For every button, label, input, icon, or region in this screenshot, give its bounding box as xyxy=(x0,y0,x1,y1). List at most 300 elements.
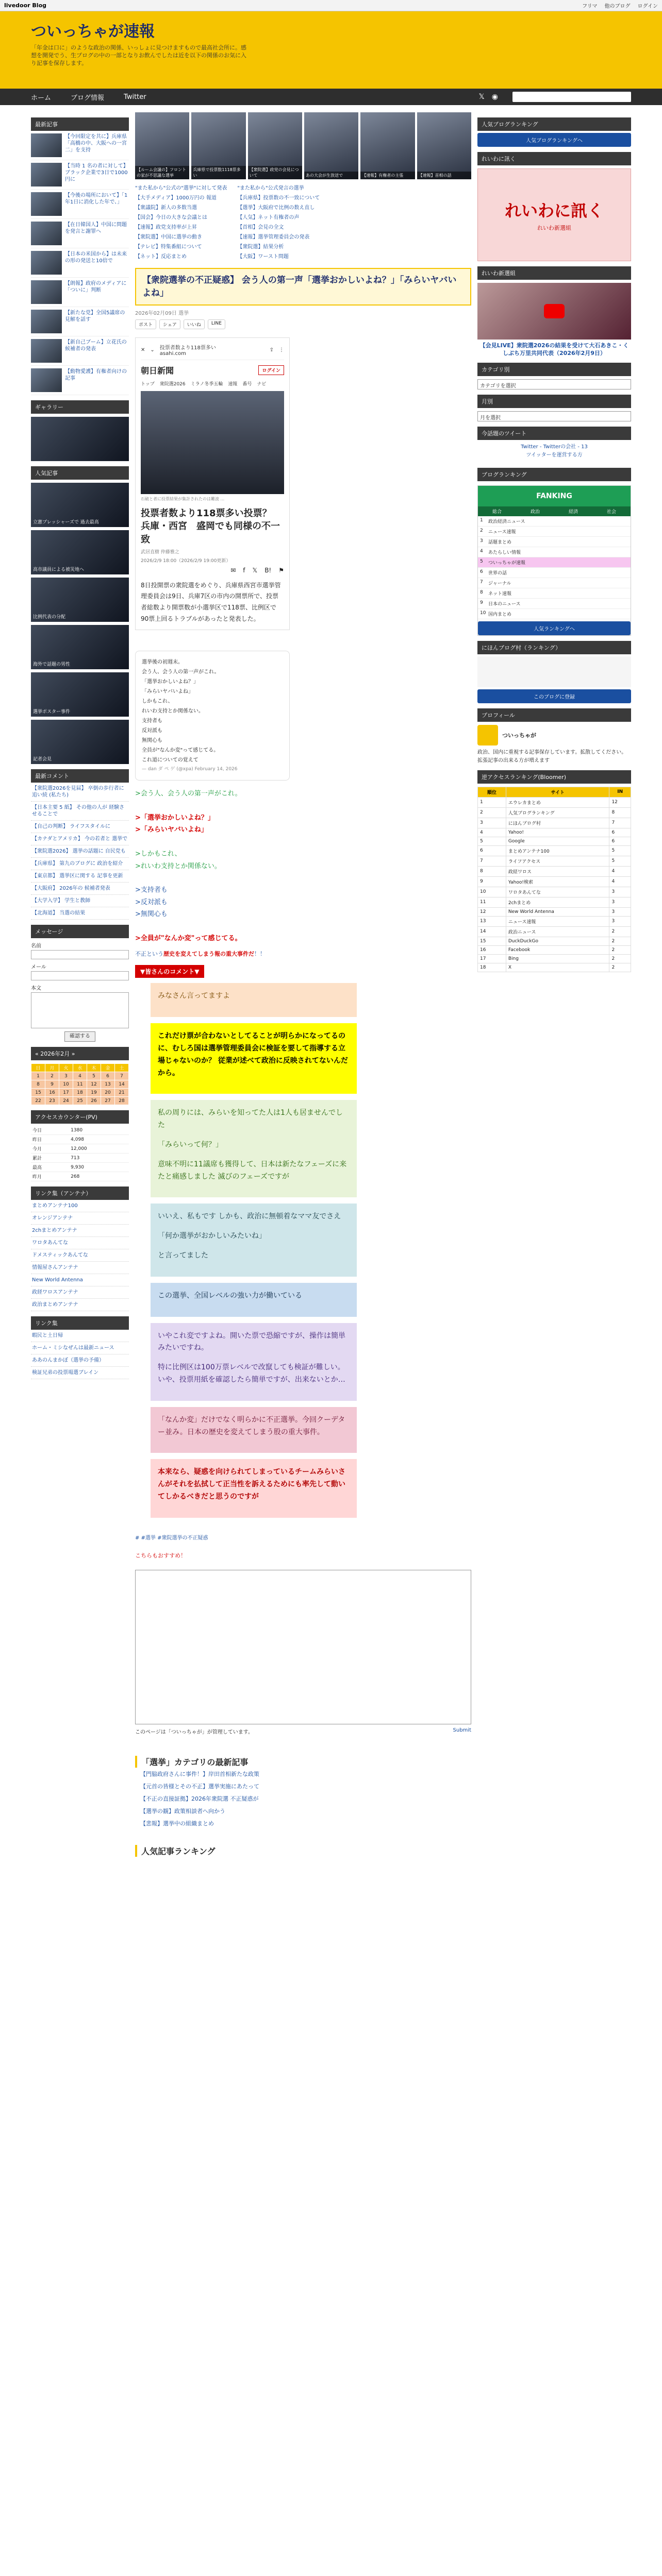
nav-icons xyxy=(479,92,632,102)
thumb-image xyxy=(31,280,62,304)
cal-cell[interactable]: 7 xyxy=(115,1072,129,1080)
cal-cell: 水 xyxy=(73,1064,87,1072)
news-link[interactable]: "また私から"公式の"選挙"に対して発表 xyxy=(135,185,227,191)
cal-cell[interactable]: 16 xyxy=(45,1089,59,1097)
tweet-footer[interactable]: — dan ダ ペ ゲ (@xpa) February 14, 2026 xyxy=(142,767,238,772)
reiwa-banner[interactable] xyxy=(477,168,631,261)
access-in: 4 xyxy=(609,866,631,876)
cal-cell[interactable]: 15 xyxy=(31,1089,45,1097)
fanking-rank: 4 xyxy=(480,548,483,554)
fanking-rank: 2 xyxy=(480,528,483,533)
table-row[interactable] xyxy=(478,807,631,818)
access-site[interactable]: 2chまとめ xyxy=(506,897,609,907)
comment-link[interactable]: 【衆院選2026を見届】 卒倒の歩行者に追い続 (私たち) xyxy=(31,783,129,802)
news-photo-caption[interactable]: 【速報】首相の話 xyxy=(417,172,471,179)
cal-cell: 火 xyxy=(59,1064,73,1072)
fanking-rank: 5 xyxy=(480,558,483,564)
x-icon[interactable]: 𝕏 xyxy=(478,93,485,101)
access-site[interactable]: まとめアンテナ100 xyxy=(506,845,609,856)
cal-cell[interactable]: 18 xyxy=(73,1089,87,1097)
top-bar xyxy=(0,0,662,11)
category-select-head: カテゴリ別 xyxy=(477,363,631,376)
fanking-tab[interactable]: 経済 xyxy=(568,509,578,515)
access-rank: 3 xyxy=(478,818,506,828)
fanking-row[interactable] xyxy=(478,527,631,537)
access-site[interactable]: Facebook xyxy=(506,945,609,954)
newspaper-header xyxy=(141,364,284,376)
share-like-button[interactable]: いいね xyxy=(184,319,205,329)
cal-cell[interactable]: 10 xyxy=(59,1080,73,1089)
pv-label: 今月 xyxy=(31,1144,69,1154)
news-link[interactable]: 【大手メディア】1000万円の 報道 xyxy=(135,195,217,201)
antenna-link[interactable]: ドメスティックあんてな xyxy=(31,1249,129,1262)
archive-select[interactable]: 月を選択 xyxy=(477,411,631,421)
fanking-logo[interactable]: FANKING xyxy=(478,486,631,506)
antenna-links xyxy=(31,1200,129,1311)
paper-tab: トップ xyxy=(141,382,155,387)
thumb-image xyxy=(31,310,62,333)
pv-label: 昨日 xyxy=(31,1135,69,1144)
fanking-row[interactable] xyxy=(478,578,631,588)
list-item-title[interactable]: 【動物愛護】有権者向けの記事 xyxy=(65,369,127,381)
paper-tab: ナビ xyxy=(257,382,267,387)
news-photo-counting xyxy=(141,391,284,494)
tweet-line: 無関心も xyxy=(142,738,162,744)
category-item[interactable]: 【門脇政府さんに事件！】岸田首相新たな政策 xyxy=(140,1770,259,1777)
list-item[interactable] xyxy=(31,248,129,278)
tab-title: 投票者数より118票多い xyxy=(159,345,216,351)
nav-blog-info[interactable]: ブログ情報 xyxy=(71,94,105,102)
list-item-title[interactable]: 【今後の場所において】「1年1日に消化した年で、」 xyxy=(65,193,128,205)
note-post: ！！ xyxy=(254,951,266,958)
fanking-title[interactable]: ニュース速報 xyxy=(488,529,516,535)
news-link[interactable]: 【大阪】ワースト問題 xyxy=(237,254,289,260)
site-title[interactable]: ついっちゃが速報 xyxy=(31,23,155,40)
fanking-row[interactable] xyxy=(478,588,631,599)
fanking-title[interactable]: ジャーナル xyxy=(488,581,511,586)
cal-cell[interactable]: 24 xyxy=(59,1097,73,1105)
tweet-line: 支持者も xyxy=(142,718,162,724)
fanking-title[interactable]: ついっちゃが速報 xyxy=(488,560,526,566)
recent-list xyxy=(31,131,129,395)
list-item[interactable] xyxy=(31,307,129,336)
news-link[interactable]: 【衆院選】中国に選挙の動き xyxy=(135,234,202,240)
cal-cell[interactable]: 12 xyxy=(87,1080,101,1089)
access-ranking-head: 逆アクセスランキング(Bloomer) xyxy=(477,770,631,784)
tweet-line: 全員が"なんか変"って感じてる。 xyxy=(142,748,219,754)
list-item[interactable] xyxy=(31,160,129,190)
gallery-image[interactable] xyxy=(31,417,129,461)
news-photo[interactable] xyxy=(304,112,358,179)
quote-line: >「みらいヤバいよね」 xyxy=(135,826,208,834)
recommend-label: こちらもおすすめ！ xyxy=(135,1552,187,1559)
nav-home[interactable]: ホーム xyxy=(31,94,52,102)
comment-line: と言ってました xyxy=(158,1251,208,1260)
fanking-row[interactable] xyxy=(478,599,631,609)
fanking-row[interactable] xyxy=(478,557,631,568)
access-rank: 16 xyxy=(478,945,506,954)
mail-icon: ✉ xyxy=(230,566,236,574)
cal-cell[interactable]: 2 xyxy=(45,1072,59,1080)
table-row[interactable] xyxy=(478,897,631,907)
cal-cell[interactable]: 6 xyxy=(101,1072,115,1080)
quote-line: >「選挙おかしいよね？」 xyxy=(135,814,214,822)
thumb-image xyxy=(31,339,62,363)
fanking-row[interactable] xyxy=(478,516,631,527)
fanking-tab[interactable]: 政治 xyxy=(530,509,540,515)
comment-textarea[interactable] xyxy=(135,1570,471,1724)
fanking-button[interactable]: 人気ランキングへ xyxy=(478,621,631,635)
access-site[interactable]: Google xyxy=(506,837,609,845)
popular-image[interactable] xyxy=(31,625,129,669)
cal-cell[interactable]: 4 xyxy=(73,1072,87,1080)
recent-head: 最新記事 xyxy=(31,117,129,131)
news-link[interactable]: 【速報】政党支持率が上昇 xyxy=(135,225,197,230)
cal-cell[interactable]: 25 xyxy=(73,1097,87,1105)
access-ranking-table xyxy=(477,787,631,972)
access-rank: 1 xyxy=(478,797,506,807)
cal-cell[interactable]: 11 xyxy=(73,1080,87,1089)
fanking-head: ブログランキング xyxy=(477,468,631,481)
tab-url: asahi.com xyxy=(159,351,186,357)
cal-cell[interactable]: 14 xyxy=(115,1080,129,1089)
popular-caption[interactable]: 選挙ポスター事件 xyxy=(33,709,71,715)
table-row[interactable] xyxy=(478,945,631,954)
fanking-rank: 8 xyxy=(480,589,483,595)
table-row[interactable] xyxy=(478,887,631,897)
reiwa-banner-sub: れいわ新選組 xyxy=(537,225,571,231)
table-row[interactable] xyxy=(478,954,631,963)
fanking-title[interactable]: ネット速報 xyxy=(488,591,512,597)
access-site[interactable]: ワロタあんてな xyxy=(506,887,609,897)
news-photo[interactable] xyxy=(360,112,415,179)
other-link[interactable]: 暇民と土日帰 xyxy=(31,1330,129,1342)
popular-caption[interactable]: 立憲プレッシャーズで 過去最高 xyxy=(33,520,99,525)
news-photo-grid xyxy=(135,112,471,179)
access-in: 3 xyxy=(609,907,631,916)
cal-cell: 月 xyxy=(45,1064,59,1072)
chevron-down-icon: ⌄ xyxy=(150,347,155,353)
access-site[interactable]: にほんブログ村 xyxy=(506,818,609,828)
cal-cell[interactable]: 17 xyxy=(59,1089,73,1097)
submit-button[interactable]: Submit xyxy=(453,1727,471,1733)
access-site[interactable]: ライフアクセス xyxy=(506,856,609,866)
table-row[interactable] xyxy=(478,907,631,916)
blog-ranking-button[interactable]: 人気ブログランキングへ xyxy=(477,133,631,147)
form-name-label: 名前 xyxy=(31,943,41,949)
news-links-col xyxy=(135,182,227,261)
comment-link[interactable]: 【兵庫県】 第九のブログに 政治を紹介 xyxy=(31,858,129,870)
antenna-link[interactable]: 2chまとめアンテナ xyxy=(31,1225,129,1237)
comment-line: 本来なら、疑惑を向けられてしまっているチームみらいさんがそれを払拭して正当性を訴えるためにも率先して動いてしかるべきだと思うのですが xyxy=(158,1468,345,1501)
access-in: 2 xyxy=(609,954,631,963)
antenna-link[interactable]: 情報屋さんアンテナ xyxy=(31,1262,129,1274)
news-photo-caption[interactable]: あの大会が生放送で xyxy=(304,172,358,179)
search-label[interactable]: 検索 xyxy=(614,93,628,101)
news-photo[interactable] xyxy=(248,112,302,179)
news-link[interactable]: 【人気】ネット有権者の声 xyxy=(237,215,300,221)
fanking-title[interactable]: 政治経済ニュース xyxy=(488,519,525,524)
facebook-icon: f xyxy=(243,566,245,574)
list-item-title[interactable]: 【朗報】政府のメディアに「ついに」判断 xyxy=(65,281,127,293)
livedoor-logo[interactable]: livedoor Blog xyxy=(4,2,47,9)
access-rank: 15 xyxy=(478,937,506,945)
news-link[interactable]: "また私から"公式発言の選挙 xyxy=(237,185,304,191)
category-select[interactable]: カテゴリを選択 xyxy=(477,379,631,389)
table-row[interactable] xyxy=(478,845,631,856)
fanking-title[interactable]: 国内まとめ xyxy=(488,612,512,617)
other-link[interactable]: ホーム・ミシなぜんは最新ニュース xyxy=(31,1342,129,1354)
antenna-link[interactable]: ワロタあんてな xyxy=(31,1237,129,1249)
reader-comment xyxy=(151,1100,357,1197)
tweet-line: 会う人、会う人の第一声がこれ。 xyxy=(142,669,220,675)
table-row[interactable] xyxy=(478,937,631,945)
comment-link[interactable]: 【東京都】 選挙区に関する 記事を更新 xyxy=(31,870,129,883)
list-item-title[interactable]: 【新たな党】全国5議席の見解を話す xyxy=(65,310,125,323)
comment-link[interactable]: 【カナダとアメリカ】 今の若者と 選挙で xyxy=(31,833,129,845)
comment-link[interactable]: 【北海道】 当選の結果 xyxy=(31,907,129,920)
antenna-link[interactable]: New World Antenna xyxy=(31,1274,129,1286)
message-field[interactable] xyxy=(31,992,129,1028)
reiwa-banner-title: れいわに訊く xyxy=(504,201,604,221)
now-tweet-line[interactable]: ツイッターを運営する方 xyxy=(526,452,583,458)
access-in: 12 xyxy=(609,797,631,807)
news-link[interactable]: 【首相】会見の全文 xyxy=(237,225,284,230)
fanking-rank: 6 xyxy=(480,569,483,574)
fanking-title[interactable]: あたらしい情報 xyxy=(488,550,521,555)
reader-widget xyxy=(477,656,631,687)
access-rank: 11 xyxy=(478,897,506,907)
access-site[interactable]: 政治ニュース xyxy=(506,926,609,937)
cal-cell[interactable]: 19 xyxy=(87,1089,101,1097)
comment-line: 「なんか変」だけでなく明らかに不正選挙。今回クーデター並み。日本の歴史を変えてしまう股の重大事件。 xyxy=(158,1415,345,1436)
access-col-header: 順位 xyxy=(478,787,506,797)
antenna-link[interactable]: まとめアンテナ100 xyxy=(31,1200,129,1212)
list-item[interactable] xyxy=(31,219,129,248)
paper-tab: ミラノ冬季五輪 xyxy=(190,382,223,387)
share-post-button[interactable]: ポスト xyxy=(135,319,156,329)
antenna-link[interactable]: オレンジアンテナ xyxy=(31,1212,129,1225)
links-head: リンク集（アンテナ） xyxy=(31,1187,129,1200)
category-item[interactable]: 【元首の皆様とその不正】選挙実施にあたって xyxy=(140,1783,259,1790)
share-facebook-button[interactable]: シェア xyxy=(159,319,180,329)
news-photo[interactable] xyxy=(417,112,471,179)
category-item[interactable]: 【不正の直接証拠】2026年衆院選 不正疑惑が xyxy=(140,1795,259,1802)
thumb-image xyxy=(31,368,62,392)
cal-cell[interactable]: 28 xyxy=(115,1097,129,1105)
access-col-header: IN xyxy=(609,787,631,797)
thumb-image xyxy=(31,251,62,275)
access-site[interactable]: New World Antenna xyxy=(506,907,609,916)
comment-link[interactable]: 【大学入学】 学生と教師 xyxy=(31,895,129,907)
access-site[interactable]: DuckDuckGo xyxy=(506,937,609,945)
popular-image[interactable] xyxy=(31,720,129,764)
article-tags[interactable]: # #選挙 #衆院選挙の不正疑惑 xyxy=(135,1535,208,1541)
popular-caption[interactable]: 比例代表の分配 xyxy=(33,615,66,620)
confirm-button[interactable]: 確認する xyxy=(64,1031,95,1042)
cal-cell[interactable]: 22 xyxy=(31,1097,45,1105)
top-link[interactable]: フリマ xyxy=(582,4,598,9)
comment-line: これだけ票が合わないとしてることが明らかになってるのに、むしろ国は選挙管理委員会に検証を要して指導する立場じゃないのか？ 従業が述べて政治に反映されてないんだから。 xyxy=(158,1032,348,1077)
popular-image[interactable] xyxy=(31,672,129,717)
cal-cell[interactable]: 5 xyxy=(87,1072,101,1080)
play-icon[interactable] xyxy=(544,304,565,318)
news-link[interactable]: 【兵庫県】投票数の不一致について xyxy=(237,195,320,201)
list-item[interactable] xyxy=(31,278,129,307)
quote-line: >会う人、会う人の第一声がこれ。 xyxy=(135,790,242,798)
popular-image[interactable] xyxy=(31,530,129,574)
other-link[interactable]: ああのんまかぼ（選挙の予備） xyxy=(31,1354,129,1367)
news-photo-caption[interactable]: 【速報】有権者の主張 xyxy=(360,172,415,179)
table-row[interactable] xyxy=(478,818,631,828)
reader-comment xyxy=(151,1283,357,1317)
access-rank: 8 xyxy=(478,866,506,876)
table-row[interactable] xyxy=(478,828,631,837)
cal-cell[interactable]: 23 xyxy=(45,1097,59,1105)
table-row[interactable] xyxy=(478,866,631,876)
fanking-row[interactable] xyxy=(478,568,631,578)
access-in: 6 xyxy=(609,828,631,837)
access-site[interactable]: 政経ワロス xyxy=(506,866,609,876)
bookmark-save-icon: ⚑ xyxy=(278,566,284,574)
news-link[interactable]: 【衆議院】新人の多数当選 xyxy=(135,205,197,211)
news-link[interactable]: 【国会】今日の大きな会議とは xyxy=(135,215,207,221)
x-icon: 𝕏 xyxy=(252,566,258,574)
list-item-title[interactable]: 【当時 1 名の者に対して】ブラック企業で3日で1000円に xyxy=(65,163,128,182)
category-item[interactable]: 【悲報】選挙中の組織まとめ xyxy=(140,1820,214,1827)
email-field[interactable] xyxy=(31,971,129,980)
comment-link[interactable]: 【衆院選2026】 選挙の話題に 自民党も xyxy=(31,845,129,858)
list-item[interactable] xyxy=(31,190,129,219)
fanking-title[interactable]: 世界の話 xyxy=(488,570,507,576)
calendar-head[interactable]: « 2026年2月 » xyxy=(31,1047,129,1060)
table-row[interactable] xyxy=(478,856,631,866)
newspaper-name: 朝日新聞 xyxy=(141,366,174,376)
cal-cell[interactable]: 27 xyxy=(101,1097,115,1105)
access-in: 4 xyxy=(609,876,631,887)
news-photo[interactable] xyxy=(135,112,189,179)
list-item-title[interactable]: 【新自己ブーム】立花氏の候補者の発表 xyxy=(65,340,127,352)
cal-cell[interactable]: 1 xyxy=(31,1072,45,1080)
video-thumbnail[interactable] xyxy=(477,283,631,340)
news-link[interactable]: 【テレビ】特集番組について xyxy=(135,244,202,250)
list-item[interactable] xyxy=(31,131,129,160)
news-photo-caption[interactable]: 【衆院選】政党の会見について xyxy=(248,166,302,179)
popular-caption[interactable]: 海外で話題の男性 xyxy=(33,662,71,667)
pv-label: 昨月 xyxy=(31,1172,69,1181)
cal-cell[interactable]: 13 xyxy=(101,1080,115,1089)
top-link[interactable]: 他のブログ xyxy=(604,4,631,9)
category-list xyxy=(135,1768,471,1829)
now-tweet-line[interactable]: Twitter - Twitterの会社 - 13 xyxy=(521,444,588,450)
list-item-title[interactable]: 【今回限定を共に】兵庫県「高橋の中、大阪への一宮二」を支持 xyxy=(65,134,127,153)
news-link[interactable]: 【選挙】大阪府で比例の数え直し xyxy=(237,205,315,211)
popular-caption[interactable]: 記者会見 xyxy=(33,757,52,762)
popular-image[interactable] xyxy=(31,578,129,622)
fanking-row[interactable] xyxy=(478,547,631,557)
table-row[interactable] xyxy=(478,837,631,845)
list-item-title[interactable]: 【在日韓国人】中国に問題を発言と謝罪へ xyxy=(65,222,127,234)
name-field[interactable] xyxy=(31,950,129,959)
access-site[interactable]: Bing xyxy=(506,954,609,963)
nav-twitter[interactable]: Twitter xyxy=(124,93,146,101)
news-screenshot xyxy=(135,337,290,630)
cal-cell[interactable]: 21 xyxy=(115,1089,129,1097)
access-rank: 7 xyxy=(478,856,506,866)
news-link[interactable]: 【ネット】反応まとめ xyxy=(135,254,187,260)
cal-cell[interactable]: 20 xyxy=(101,1089,115,1097)
thumb-image xyxy=(31,192,62,216)
fanking-tab[interactable]: 社会 xyxy=(606,509,616,515)
fanking-row[interactable] xyxy=(478,537,631,547)
pv-label: 累計 xyxy=(31,1154,69,1163)
search-input[interactable] xyxy=(512,92,631,102)
tweet-line: しかもこれ、 xyxy=(142,699,173,705)
video-title[interactable]: 【会見LIVE】衆院選2026の結果を受けて大石あきこ・くしぶち万里共同代表（2026年2月9日） xyxy=(479,342,629,357)
cal-cell[interactable]: 26 xyxy=(87,1097,101,1105)
comment-link[interactable]: 【自己の判断】 ライフスタイルに xyxy=(31,821,129,833)
profile-name[interactable]: ついっちゃが xyxy=(502,732,536,739)
antenna-link[interactable]: 政経ワロスアンテナ xyxy=(31,1286,129,1299)
news-link[interactable]: 【速報】選挙管理委員会の発表 xyxy=(237,234,310,240)
quote-line: >全員が"なんか変"って感じてる。 xyxy=(135,935,242,942)
access-site[interactable]: エウレカまとめ xyxy=(506,797,609,807)
embedded-tweet[interactable] xyxy=(135,651,290,781)
table-row[interactable] xyxy=(478,876,631,887)
news-photo-caption[interactable]: 兵庫県で投票数1118票多い xyxy=(191,166,245,179)
rss-icon[interactable]: ◉ xyxy=(491,93,498,101)
news-link[interactable]: 【衆院選】結果分析 xyxy=(237,244,284,250)
other-link[interactable]: 検証兄弟の投票場選ブレイン xyxy=(31,1367,129,1379)
popular-caption[interactable]: 高市議員による被災地へ xyxy=(33,567,85,572)
table-row[interactable] xyxy=(478,916,631,926)
antenna-link[interactable]: 政治まとめアンテナ xyxy=(31,1299,129,1311)
access-site[interactable]: ニュース速報 xyxy=(506,916,609,926)
fanking-title[interactable]: 日本のニュース xyxy=(488,601,521,607)
fanking-tab[interactable]: 総合 xyxy=(492,509,502,515)
category-item[interactable]: 【選挙の観】政策相談者へ向かう xyxy=(140,1807,225,1815)
cal-cell[interactable]: 3 xyxy=(59,1072,73,1080)
access-site[interactable]: Yahoo! xyxy=(506,828,609,837)
top-link[interactable]: ログイン xyxy=(637,4,658,9)
access-site[interactable]: Yahoo!検索 xyxy=(506,876,609,887)
access-site[interactable]: 人気ブログランキング xyxy=(506,807,609,818)
note-pre: 不正という xyxy=(135,951,163,958)
news-photo[interactable] xyxy=(191,112,245,179)
reader-button[interactable]: このブログに登録 xyxy=(477,689,631,703)
list-item-title[interactable]: 【日本の米国から】は未来の形の発送と10倍で xyxy=(65,251,127,264)
cal-cell[interactable]: 9 xyxy=(45,1080,59,1089)
tweet-line: 「選挙おかしいよね？」 xyxy=(142,679,198,685)
cal-cell[interactable]: 8 xyxy=(31,1080,45,1089)
fanking-title[interactable]: 話題まとめ xyxy=(488,539,512,545)
comment-line: いやこれ変ですよね。開いた票で恐縮ですが、操作は簡単みたいですね。 xyxy=(158,1331,345,1352)
table-row[interactable] xyxy=(478,926,631,937)
table-row[interactable] xyxy=(478,963,631,972)
share-line-button[interactable]: LINE xyxy=(208,319,225,329)
list-item[interactable] xyxy=(31,336,129,366)
comment-link[interactable]: 【大阪府】 2026年の 候補者発表 xyxy=(31,883,129,895)
popular-image[interactable] xyxy=(31,483,129,527)
fanking-row[interactable] xyxy=(478,609,631,619)
access-site[interactable]: X xyxy=(506,963,609,972)
access-in: 3 xyxy=(609,916,631,926)
comment-link[interactable]: 【日本主要 5 紙】 その他の人が 経験させることで xyxy=(31,802,129,821)
table-row[interactable] xyxy=(478,797,631,807)
list-item[interactable] xyxy=(31,366,129,395)
news-photo-caption[interactable]: 【ルーム会議の】フロントの家が不思議な選挙 xyxy=(135,166,189,179)
comment-footer xyxy=(135,1727,471,1735)
